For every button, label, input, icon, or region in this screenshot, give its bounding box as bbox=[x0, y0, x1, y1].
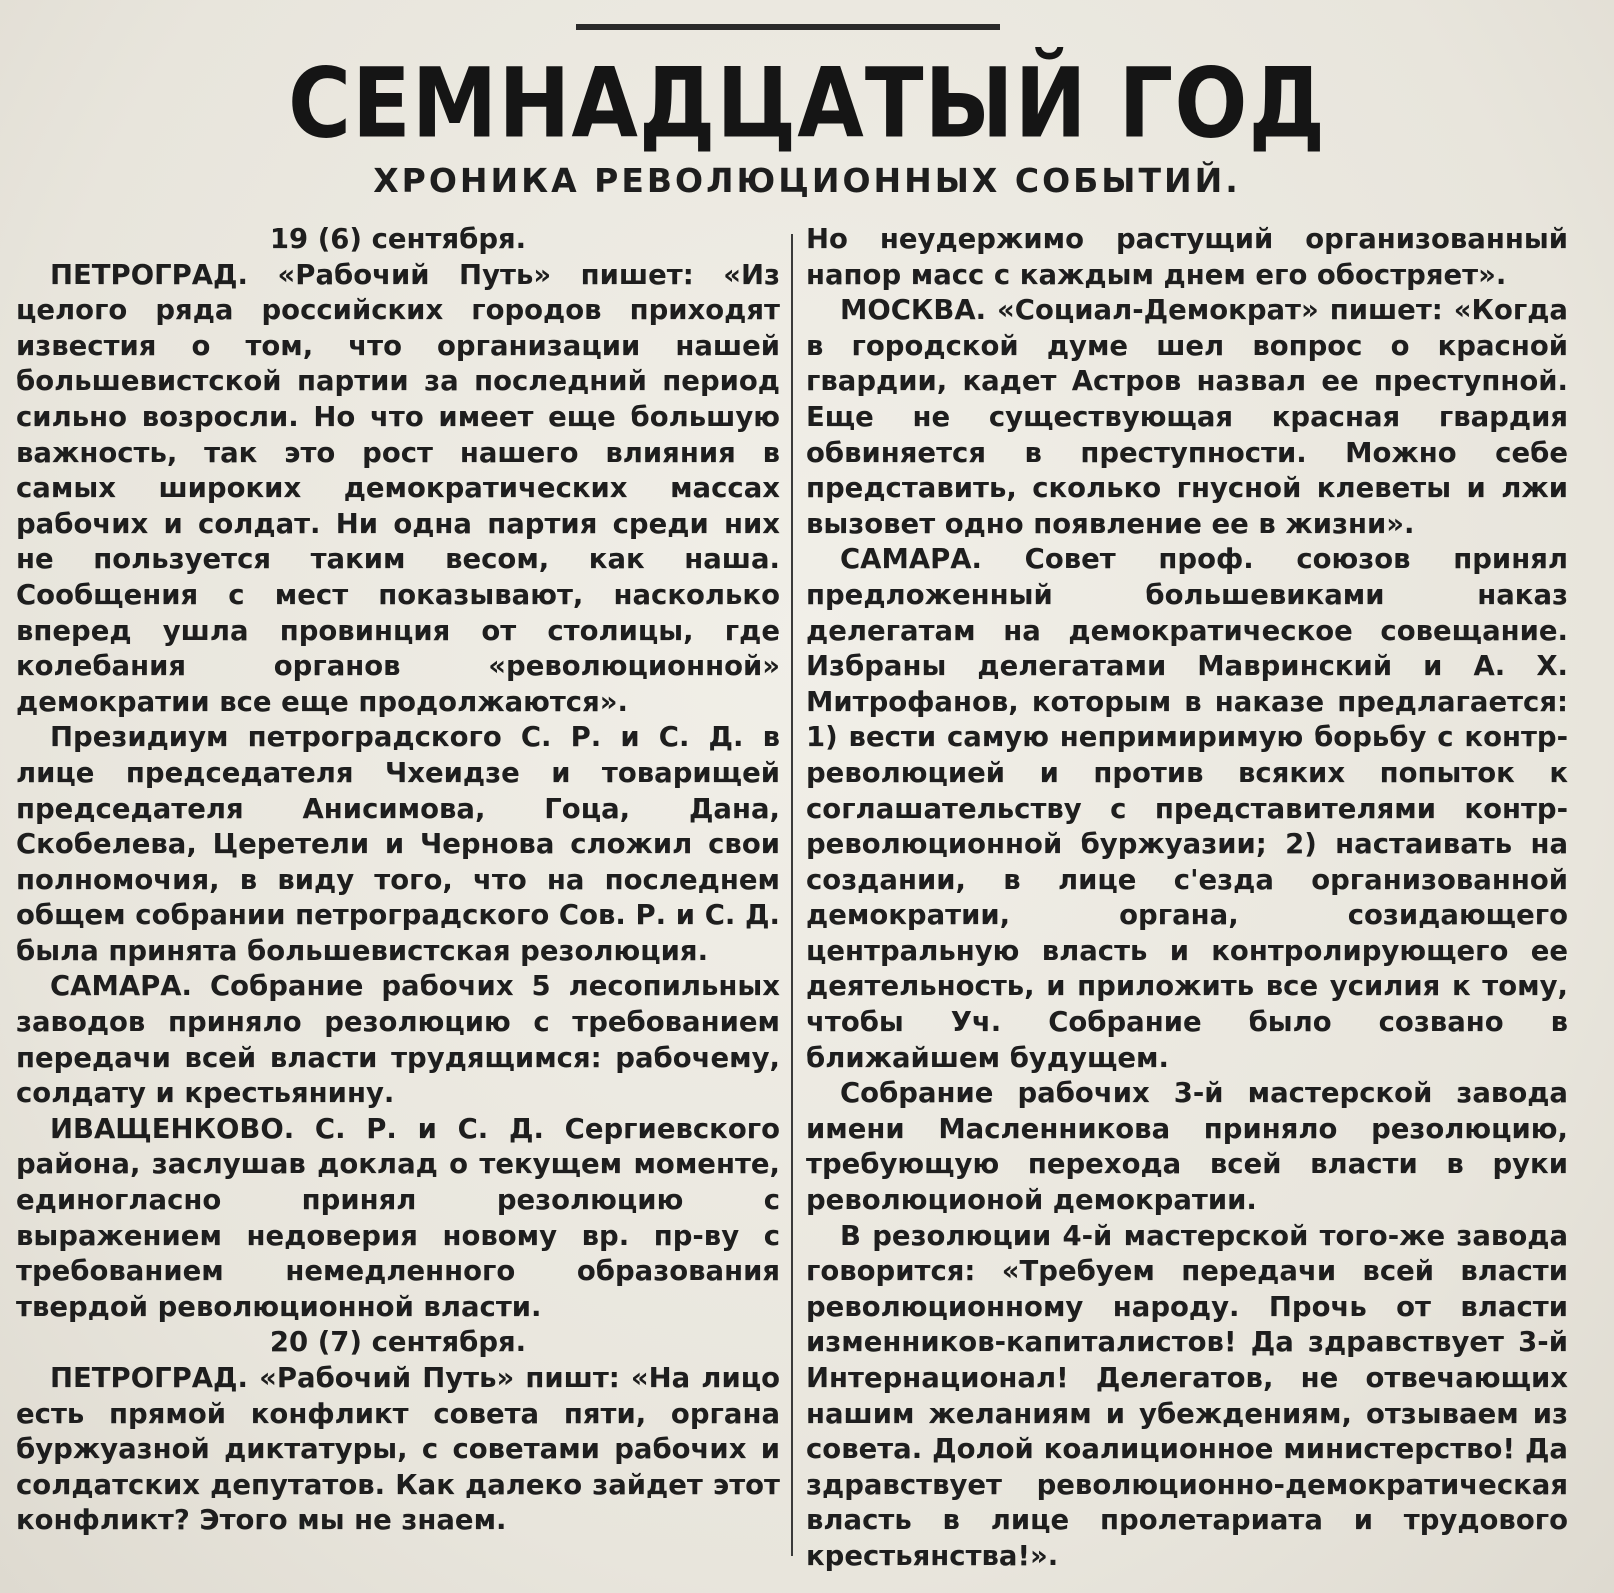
page-subtitle: ХРОНИКА РЕВОЛЮЦИОННЫХ СОБЫТИЙ. bbox=[373, 161, 1241, 200]
top-rule bbox=[576, 24, 1000, 30]
dateline-20-sept: 20 (7) сентября. bbox=[269, 1326, 527, 1359]
article-maslennikov-3: Собрание рабочих 3-й мастерской завода имени Масленникова приняло резолюцию, требующую перехода всей власти в руки революционой демократии. bbox=[806, 1077, 1568, 1217]
column-divider bbox=[791, 234, 793, 1556]
article-petrograd-2: ПЕТРОГРАД. «Рабочий Путь» пишт: «На лицо есть прямой конфликт совета пяти, органа буржуазной диктатуры, с советами рабочих и солдатских депутатов. Как далеко зайдет этот конфликт? Этого мы не знаем. bbox=[16, 1362, 780, 1537]
left-column bbox=[16, 222, 780, 1539]
right-column bbox=[806, 222, 1568, 1575]
article-maslennikov-4: В резолюции 4-й мастерской того-же завода говорится: «Требуем передачи всей власти революционному народу. Прочь от власти изменников-капиталистов! Да здравствует 3-й Интернационал! Делегатов, не отвечающих нашим желаниям и убеждениям, отзываем из совета. Долой коалиционное министерство! Да здравствует революционно-демократическая власть в лице пролетариата и трудового крестьянства!». bbox=[806, 1219, 1568, 1572]
article-samara-2: САМАРА. Совет проф. союзов принял предложенный большевиками наказ делегатам на демократическое совещание. Избраны делегатами Мавринский и А. Х. Митрофанов, которым в наказе предлагается: 1) вести самую непримиримую борьбу с контр-революцией и против всяких попыток к соглашательству с представителями контр-революционной буржуазии; 2) настаивать на создании, в лице с'езда организованной демократии, органа, созидающего центральную власть и контролирующего ее деятельность, и приложить все усилия к тому, чтобы Уч. Собрание было созвано в ближайшем будущем. bbox=[806, 543, 1568, 1074]
article-presidium: Президиум петроградского С. Р. и С. Д. в лице председателя Чхеидзе и товарищей председателя Анисимова, Гоца, Дана, Скобелева, Церетели и Чернова сложил свои полномочия, в виду того, что на последнем общем собрании петроградского Сов. Р. и С. Д. была принята большевистская резолюция. bbox=[16, 721, 780, 967]
article-petrograd-1: ПЕТРОГРАД. «Рабочий Путь» пишет: «Из целого ряда российских городов приходят известия о том, что организации нашей большевистской партии за последний период сильно возросли. Но что имеет еще большую важность, так это рост нашего влияния в самых широких демократических массах рабочих и солдат. Ни одна партия среди них не пользуется таким весом, как наша. Сообщения с мест показывают, насколько вперед ушла провинция от столицы, где колебания органов «революционной» демократии все еще продолжаются». bbox=[16, 258, 780, 718]
dateline-19-sept: 19 (6) сентября. bbox=[269, 223, 527, 255]
article-petrograd-2-continued: Но неудержимо растущий организованный напор масс с каждым днем его обостряет». bbox=[806, 223, 1568, 291]
article-samara-1: САМАРА. Собрание рабочих 5 лесопильных заводов приняло резолюцию с требованием передачи всей власти трудящимся: рабочему, солдату и крестьянину. bbox=[16, 970, 780, 1110]
page-title: СЕМНАДЦАТЫЙ ГОД bbox=[287, 48, 1327, 160]
article-ivashchenkovo: ИВАЩЕНКОВО. С. Р. и С. Д. Сергиевского района, заслушав доклад о текущем моменте, единогласно принял резолюцию с выражением недоверия новому вр. пр-ву с требованием немедленного образования твердой революционной власти. bbox=[16, 1112, 780, 1323]
article-moscow: МОСКВА. «Социал-Демократ» пишет: «Когда в городской думе шел вопрос о красной гвардии, кадет Астров назвал ее преступной. Еще не существующая красная гвардия обвиняется в преступности. Можно себе представить, сколько гнусной клеветы и лжи вызовет одно появление ее в жизни». bbox=[806, 294, 1568, 540]
